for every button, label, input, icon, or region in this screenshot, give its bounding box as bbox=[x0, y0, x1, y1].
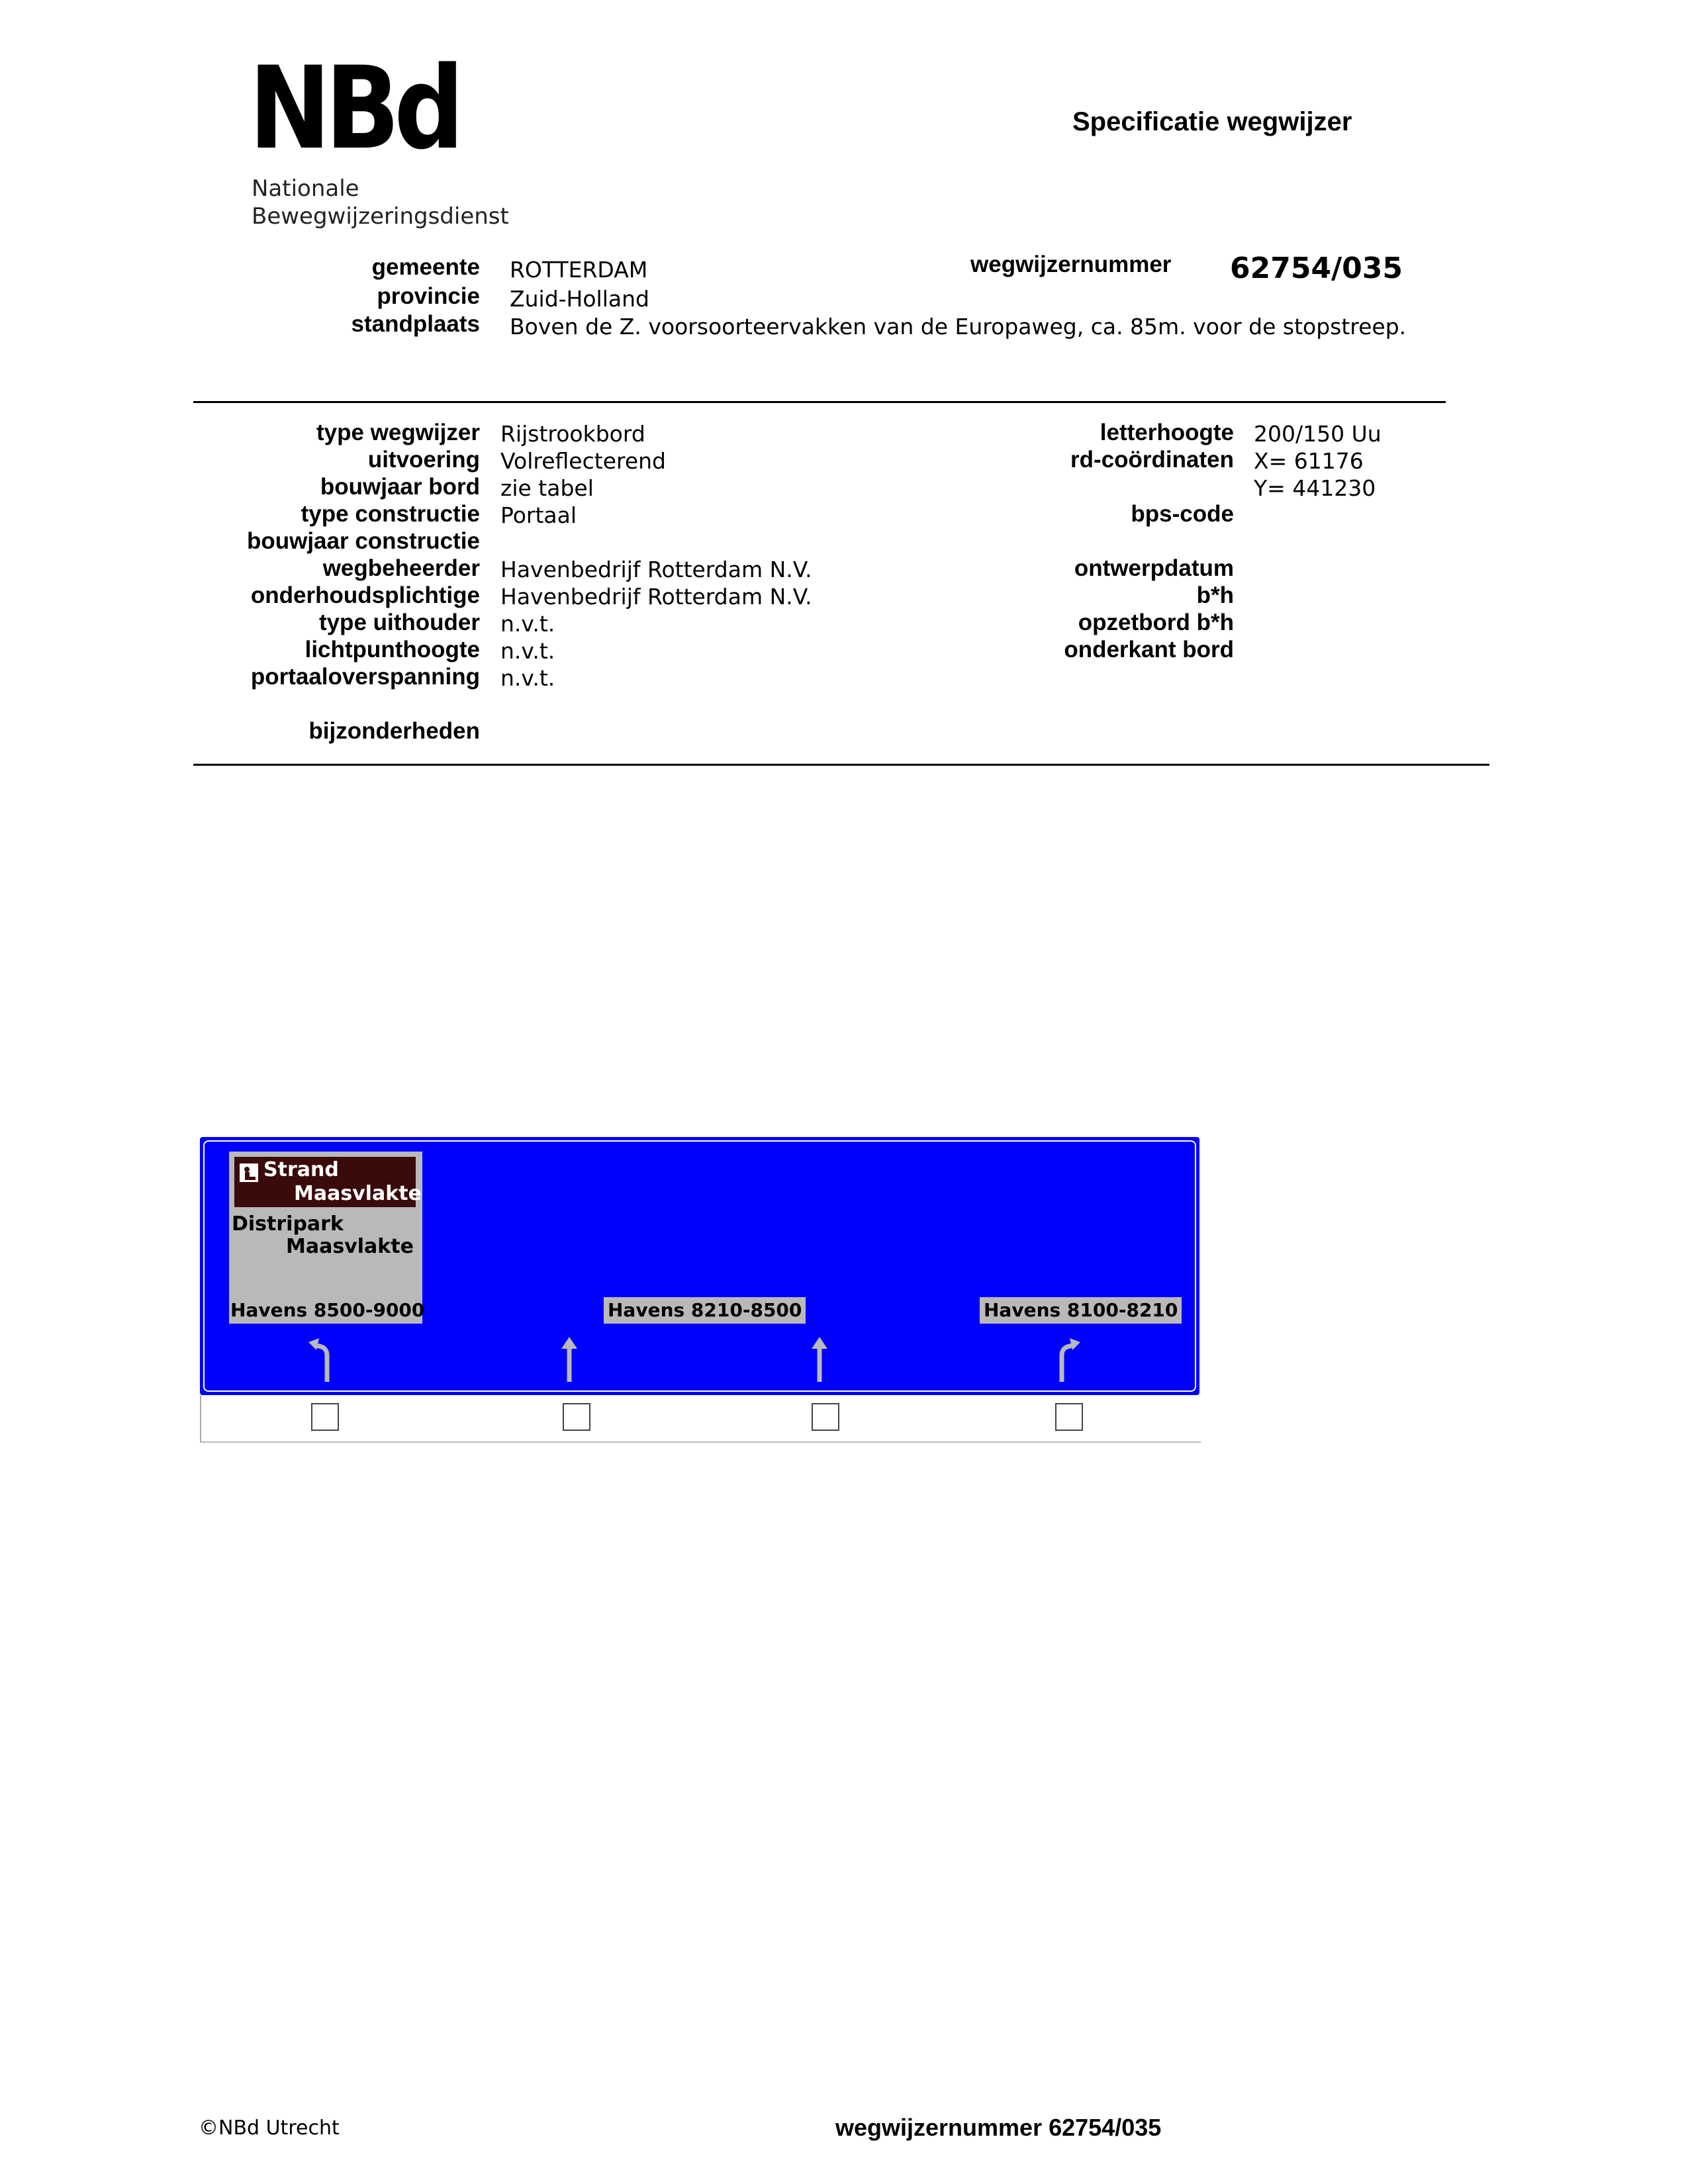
detail-label: uitvoering bbox=[367, 447, 480, 473]
lane-1-checkbox[interactable] bbox=[311, 1403, 339, 1431]
detail-value: Portaal bbox=[500, 502, 577, 528]
detail-value-right: X= 61176 bbox=[1254, 448, 1364, 474]
footer-wegwijzernummer: wegwijzernummer 62754/035 bbox=[835, 2114, 1162, 2141]
grey-line-1: Distripark bbox=[232, 1212, 344, 1236]
arrow-up-icon bbox=[806, 1336, 833, 1383]
lane-2-destination: Havens 8210-8500 bbox=[604, 1297, 806, 1324]
lane-4-destination: Havens 8100-8210 bbox=[980, 1297, 1182, 1324]
detail-label: type wegwijzer bbox=[316, 420, 480, 445]
logo-line-1: Nationale bbox=[252, 175, 359, 202]
detail-label-right: b*h bbox=[1196, 582, 1234, 608]
lane-4-checkbox[interactable] bbox=[1055, 1403, 1083, 1431]
detail-value: Rijstrookbord bbox=[500, 421, 645, 447]
standplaats-label: standplaats bbox=[351, 311, 480, 337]
brown-line-1: Strand bbox=[263, 1158, 339, 1181]
detail-label-right: ontwerpdatum bbox=[1074, 555, 1234, 581]
detail-label-right: onderkant bord bbox=[1064, 637, 1234, 662]
lane-sign bbox=[200, 1137, 1199, 1395]
detail-label: lichtpunthoogte bbox=[305, 637, 480, 662]
standplaats-value: Boven de Z. voorsoorteervakken van de Europaweg, ca. 85m. voor de stopstreep. bbox=[510, 314, 1407, 340]
detail-label: bouwjaar constructie bbox=[246, 528, 480, 554]
wegwijzernummer-value: 62754/035 bbox=[1230, 251, 1403, 285]
lane-3-checkbox[interactable] bbox=[812, 1403, 839, 1431]
footer-copyright: ©NBd Utrecht bbox=[199, 2116, 340, 2140]
wegwijzernummer-label: wegwijzernummer bbox=[970, 251, 1172, 277]
detail-value: n.v.t. bbox=[500, 665, 555, 691]
detail-label: bouwjaar bord bbox=[320, 474, 480, 500]
detail-value: Havenbedrijf Rotterdam N.V. bbox=[500, 557, 812, 582]
detail-label: wegbeheerder bbox=[322, 555, 480, 581]
detail-label-right: rd-coördinaten bbox=[1070, 447, 1234, 473]
detail-value: zie tabel bbox=[500, 475, 594, 501]
detail-value: n.v.t. bbox=[500, 638, 555, 664]
detail-label-right: bps-code bbox=[1131, 501, 1234, 527]
gemeente-value: ROTTERDAM bbox=[510, 257, 648, 283]
page-title: Specificatie wegwijzer bbox=[1072, 107, 1352, 136]
detail-value-right: Y= 441230 bbox=[1254, 475, 1376, 501]
brown-tourist-panel bbox=[234, 1157, 422, 1207]
lane-2-checkbox[interactable] bbox=[563, 1403, 590, 1431]
divider-top bbox=[193, 401, 1446, 403]
arrow-up-right-icon bbox=[1050, 1336, 1083, 1383]
arrow-up-left-icon bbox=[306, 1336, 339, 1383]
detail-label: bijzonderheden bbox=[308, 718, 480, 744]
detail-value: Volreflecterend bbox=[500, 448, 666, 474]
year-table bbox=[200, 1395, 1201, 1443]
beach-icon bbox=[240, 1163, 258, 1182]
detail-label: type constructie bbox=[301, 501, 480, 527]
nbd-logo: NBd bbox=[249, 42, 459, 175]
detail-label-right: opzetbord b*h bbox=[1078, 610, 1234, 635]
logo-line-2: Bewegwijzeringsdienst bbox=[252, 203, 509, 230]
grey-line-2: Maasvlakte bbox=[286, 1235, 414, 1258]
provincie-value: Zuid-Holland bbox=[510, 286, 649, 312]
detail-value: Havenbedrijf Rotterdam N.V. bbox=[500, 584, 812, 610]
lane-1-destination: Havens 8500-9000 bbox=[230, 1299, 425, 1321]
detail-label: onderhoudsplichtige bbox=[250, 582, 480, 608]
detail-value-right: 200/150 Uu bbox=[1254, 421, 1382, 447]
detail-label: portaaloverspanning bbox=[250, 664, 480, 690]
detail-value: n.v.t. bbox=[500, 611, 555, 637]
divider-bottom bbox=[193, 764, 1489, 766]
brown-line-2: Maasvlakte bbox=[294, 1182, 422, 1205]
detail-label: type uithouder bbox=[318, 610, 480, 635]
arrow-up-icon bbox=[556, 1336, 583, 1383]
provincie-label: provincie bbox=[377, 283, 480, 309]
gemeente-label: gemeente bbox=[371, 254, 480, 280]
detail-label-right: letterhoogte bbox=[1100, 420, 1234, 445]
destination-panel-left bbox=[229, 1152, 425, 1324]
